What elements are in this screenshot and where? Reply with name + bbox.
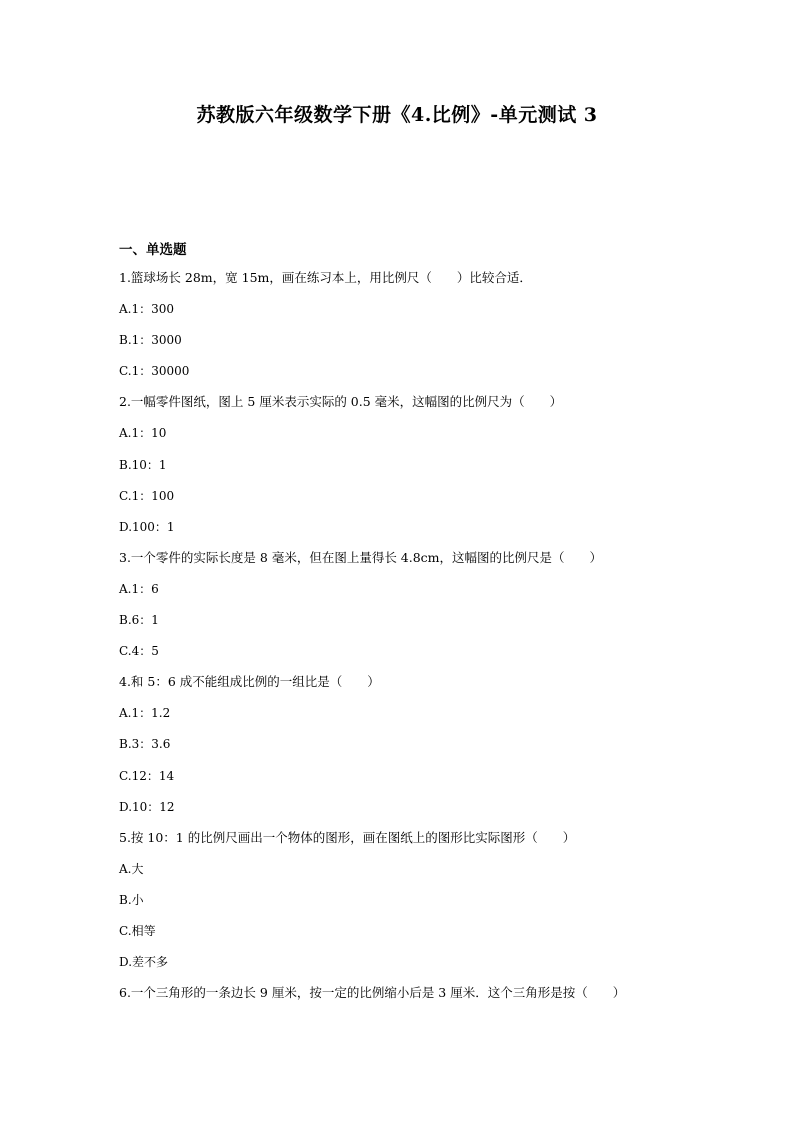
option-b: B.10：1 [119, 457, 167, 472]
option-c: C.12：14 [119, 768, 175, 783]
question-stem: 4.和 5：6 成不能组成比例的一组比是（ ） [119, 674, 380, 690]
option-b: B.1：3000 [119, 333, 182, 348]
option-a: A.1：1.2 [119, 706, 171, 721]
question-stem: 5.按 10：1 的比例尺画出一个物体的图形，画在图纸上的图形比实际图形（ ） [119, 829, 576, 845]
option-a: A.1：6 [119, 581, 159, 596]
option-a: A.大 [119, 861, 144, 876]
question-stem: 6.一个三角形的一条边长 9 厘米，按一定的比例缩小后是 3 厘米．这个三角形是按（ ） [119, 985, 626, 1001]
question-stem: 2.一幅零件图纸，图上 5 厘米表示实际的 0.5 毫米，这幅图的比例尺为（ ） [119, 394, 563, 410]
question-stem: 1.篮球场长 28m，宽 15m，画在练习本上，用比例尺（ ）比较合适． [119, 270, 532, 285]
option-c: C.相等 [119, 923, 156, 938]
option-d: D.100：1 [119, 519, 175, 534]
option-c: C.1：30000 [119, 364, 190, 379]
option-b: B.3：3.6 [119, 737, 171, 752]
option-d: D.10：12 [119, 799, 175, 814]
question-stem: 3.一个零件的实际长度是 8 毫米，但在图上量得长 4.8cm，这幅图的比例尺是（ ） [119, 549, 603, 565]
document-title: 苏教版六年级数学下册《4.比例》-单元测试 3 [196, 104, 598, 126]
question-list [119, 266, 719, 1012]
option-c: C.4：5 [119, 644, 159, 659]
option-d: D.差不多 [119, 955, 169, 970]
option-c: C.1：100 [119, 488, 175, 503]
option-b: B.小 [119, 892, 144, 907]
option-a: A.1：300 [119, 302, 175, 317]
section-heading: 一、单选题 [119, 242, 187, 258]
option-a: A.1：10 [119, 426, 167, 441]
option-b: B.6：1 [119, 613, 159, 628]
